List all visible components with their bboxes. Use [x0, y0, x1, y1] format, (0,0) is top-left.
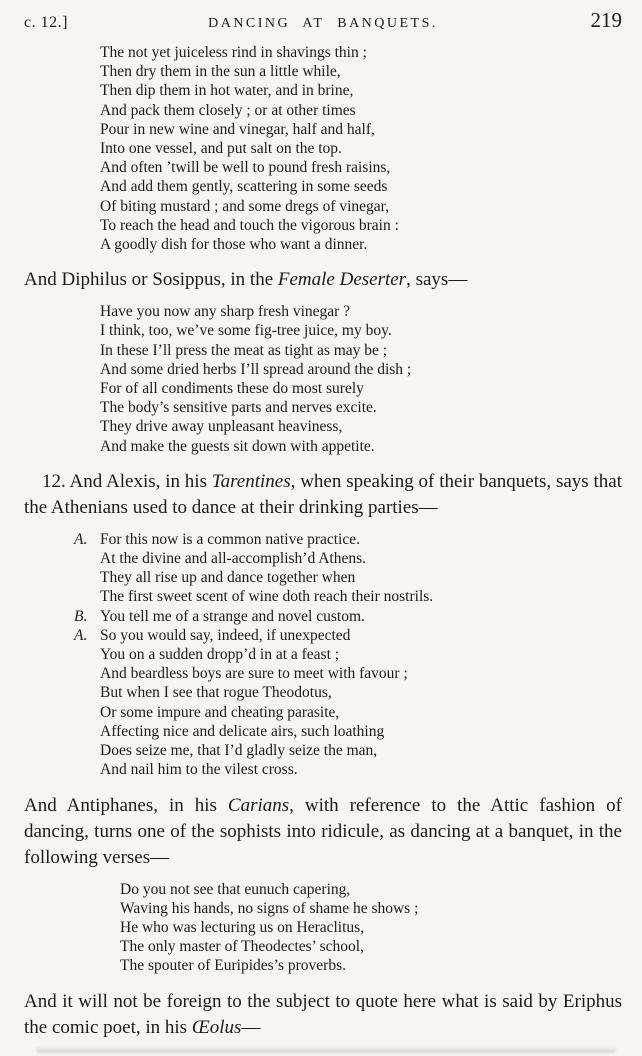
prose-text: , with reference to the Attic fashion of dancing, turns one of the sophists into ridicule, as dancing at a banquet, in the following verses— [24, 794, 622, 868]
verse-line: They drive away unpleasant heaviness, [100, 418, 343, 436]
prose-text: , when speaking of their banquets, says that the Athenians used to dance at their drinking parties— [24, 470, 622, 518]
verse-line: A goodly dish for those who want a dinner. [100, 236, 368, 254]
verse-line: I think, too, we’ve some fig-tree juice, my boy. [100, 322, 392, 340]
prose-paragraph [24, 469, 622, 521]
verse-line: Into one vessel, and put salt on the top. [100, 140, 342, 158]
verse-line: Have you now any sharp fresh vinegar ? [100, 303, 351, 321]
prose-text: — [241, 1016, 261, 1038]
verse-line: The spouter of Euripides’s proverbs. [120, 957, 346, 975]
verse-line: Pour in new wine and vinegar, half and half, [100, 120, 375, 138]
verse-line: Does seize me, that I’d gladly seize the man, [100, 742, 378, 760]
work-title: Carians [227, 794, 290, 816]
verse-line: The not yet juiceless rind in shavings thin ; [100, 44, 367, 61]
verse-block [100, 302, 622, 456]
verse-line: Affecting nice and delicate airs, such loathing [100, 722, 385, 740]
verse-line: Waving his hands, no signs of shame he shows ; [120, 899, 419, 917]
speaker-label: B. [74, 607, 88, 625]
verse-line: A. So you would say, indeed, if unexpected [74, 626, 351, 644]
verse-line: You on a sudden dropp’d in at a feast ; [100, 646, 340, 664]
verse-block [100, 43, 622, 254]
prose-text: And Antiphanes, in his [24, 794, 228, 816]
verse-line: The body’s sensitive parts and nerves excite. [100, 399, 377, 417]
running-title: DANCING AT BANQUETS. [208, 16, 438, 31]
verse-line: In these I’ll press the meat as tight as may be ; [100, 341, 388, 359]
prose-text: 12. And Alexis, in his [42, 470, 212, 492]
verse-line: The only master of Theodectes’ school, [120, 938, 364, 956]
verse-line: B. You tell me of a strange and novel custom. [74, 607, 365, 625]
verse-line: For of all condiments these do most surely [100, 380, 364, 398]
verse-block [120, 880, 622, 976]
prose-text: And Diphilus or Sosippus, in the [24, 269, 278, 291]
prose-paragraph [24, 989, 622, 1041]
verse-line: Or some impure and cheating parasite, [100, 703, 340, 721]
verse-line: And nail him to the vilest cross. [100, 761, 298, 779]
verse-line: To reach the head and touch the vigorous brain : [100, 216, 399, 234]
verse-block [74, 530, 622, 780]
scan-edge-artifact [36, 1046, 616, 1053]
prose-text: And it will not be foreign to the subject to quote here what is said by Eriphus the comic poet, in his [24, 990, 622, 1038]
chapter-marker: c. 12.] [24, 14, 68, 31]
verse-line: And make the guests sit down with appetite. [100, 437, 375, 455]
verse-line: He who was lecturing us on Heraclitus, [120, 918, 365, 936]
verse-line: And some dried herbs I’ll spread around the dish ; [100, 360, 412, 378]
speaker-label: A. [74, 530, 88, 548]
verse-line: And pack them closely ; or at other times [100, 101, 356, 119]
verse-line: Do you not see that eunuch capering, [120, 880, 351, 898]
prose-text: , says— [406, 269, 468, 291]
work-title: Œolus [191, 1016, 242, 1038]
verse-line: At the divine and all-accomplish’d Athens. [100, 550, 367, 568]
verse-line: And add them gently, scattering in some seeds [100, 178, 388, 196]
verse-line: But when I see that rogue Theodotus, [100, 684, 332, 702]
prose-paragraph [24, 793, 622, 871]
verse-line: They all rise up and dance together when [100, 569, 356, 587]
speaker-label: A. [74, 626, 88, 644]
verse-line: And often ’twill be well to pound fresh raisins, [100, 159, 391, 177]
verse-line: Then dip them in hot water, and in brine, [100, 82, 354, 100]
verse-line: Of biting mustard ; and some dregs of vinegar, [100, 197, 390, 215]
running-head [24, 8, 622, 33]
verse-line: The first sweet scent of wine doth reach their nostrils. [100, 588, 434, 606]
verse-line: Then dry them in the sun a little while, [100, 63, 341, 81]
prose-paragraph [24, 267, 622, 293]
page-number: 219 [590, 8, 622, 32]
verse-line: A. For this now is a common native practice. [74, 530, 360, 548]
work-title: Tarentines [211, 470, 291, 492]
page-body [24, 43, 622, 1041]
work-title: Female Deserter [277, 269, 407, 291]
verse-line: And beardless boys are sure to meet with favour ; [100, 665, 408, 683]
